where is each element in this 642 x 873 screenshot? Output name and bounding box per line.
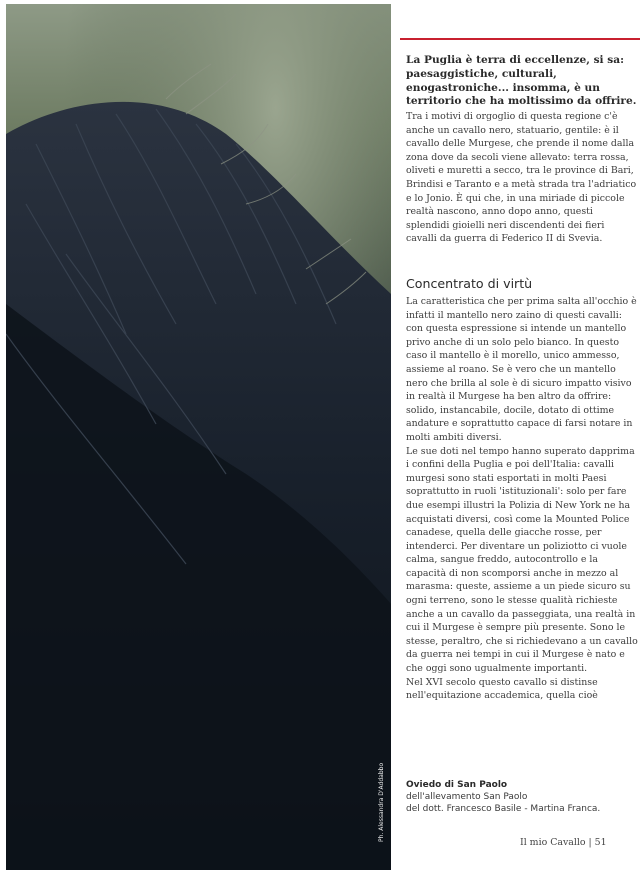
caption-line-2: del dott. Francesco Basile - Martina Franca. [406,804,601,814]
paragraph-1: Tra i motivi di orgoglio di questa regione c'è anche un cavallo nero, statuario, gentile: è il cavallo delle Murgese, che prende il nome dalla zona dove da secoli viene allevato: terra rossa, oliveti e muretti a secco, tra le province di Bari, Brindisi e Taranto e a metà strada tra l'adriatico e lo Jonio. È qui che, in una miriade di piccole realtà nascono, anno dopo anno, questi splendidi gioielli neri discendenti dei fieri cavalli da guerra di Federico II di Svevia. [406,111,637,245]
paragraph-3: Le sue doti nel tempo hanno superato dapprima i confini della Puglia e poi dell'Italia: cavalli murgesi sono stati esportati in molti Paesi soprattutto in ruoli 'istituzionali': solo per fare due esempi illustri la Polizia di New York ne ha acquistati diversi, così come la Mounted Police canadese, quella delle giacche rosse, per intenderci. Per diventare un poliziotto ci vuole calma, sangue freddo, autocontrollo e la capacità di non scomporsi anche in mezzo al marasma: queste, assieme a un piede sicuro su ogni terreno, sono le stesse qualità richieste anche a un cavallo da passeggiata, una realtà in cui il Murgese è sempre più presente. Sono le stesse, peraltro, che si richiedevano a un cavallo da guerra nei tempi in cui il Murgese è nato e che oggi sono ugualmente importanti. [406,445,638,675]
paragraph-2: La caratteristica che per prima salta all'occhio è infatti il mantello nero zaino di questi cavalli: con questa espressione si intende un mantello privo anche di un solo pelo bianco. In questo caso il mantello è il morello, unico ammesso, assieme al roano. Se è vero che un mantello nero che brilla al sole è di sicuro impatto visivo in realtà il Murgese ha ben altro da offrire: solido, instancabile, docile, dotato di ottime andature e soprattutto capace di farsi notare in molti ambiti diversi. [406,296,637,443]
page-number: 51 [594,837,607,848]
article-lead: La Puglia è terra di eccellenze, si sa: paesaggistiche, culturali, enogastroniche... insomma, è un territorio che ha moltissimo da offrire. [406,54,637,108]
article-body-intro [406,110,638,246]
section-heading: Concentrato di virtù [406,276,533,291]
caption-title: Oviedo di San Paolo [406,780,508,790]
article-body-section [406,295,638,703]
horse-mane-photo-icon [6,4,391,870]
magazine-name: Il mio Cavallo [520,837,586,848]
footer-separator: | [588,837,592,848]
caption-line-1: dell'allevamento San Paolo [406,792,528,802]
page-footer [520,837,607,848]
paragraph-4: Nel XVI secolo questo cavallo si distinse nell'equitazione accademica, quella cioè [406,676,598,702]
photo-credit: Ph. Alessandra D'Addabbo [378,762,385,842]
horse-mane-photo [6,4,391,870]
accent-rule [400,38,640,40]
